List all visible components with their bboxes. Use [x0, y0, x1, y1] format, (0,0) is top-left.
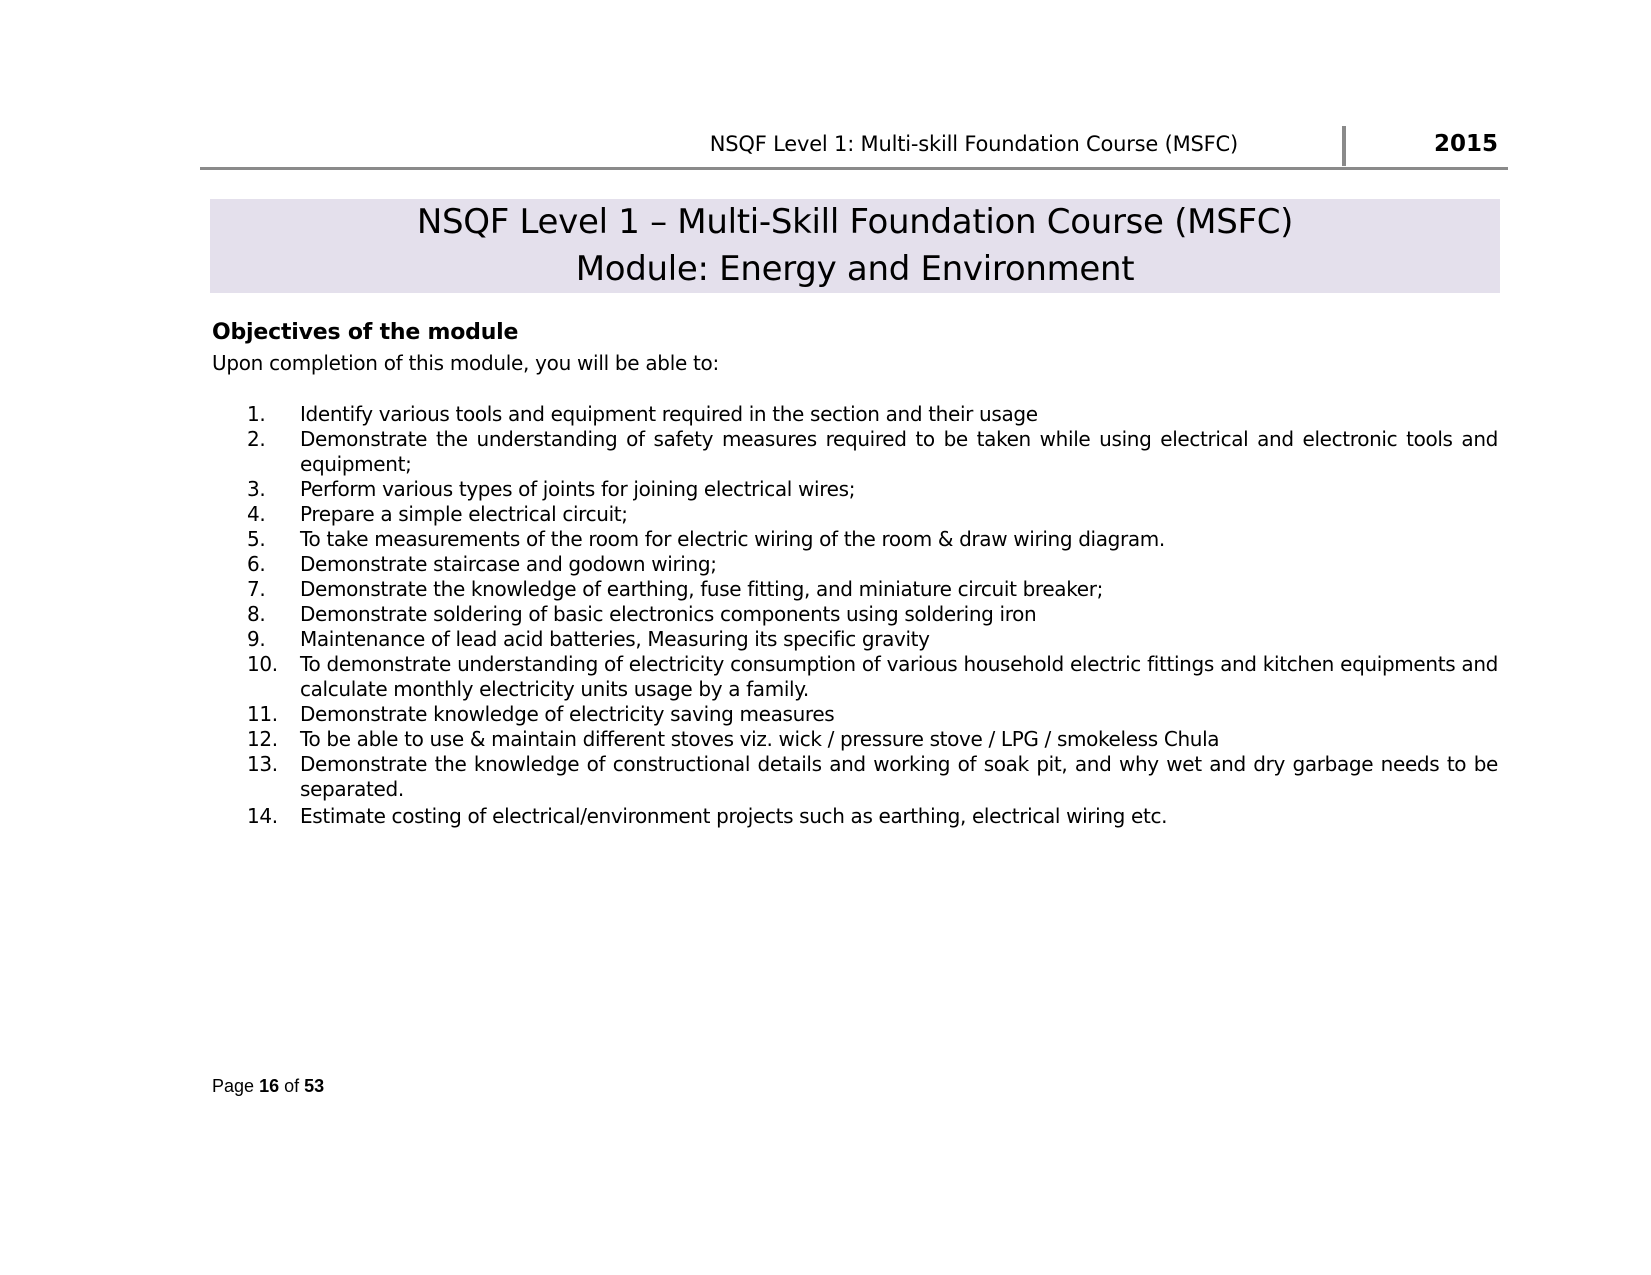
list-item: [240, 602, 1498, 627]
banner-module-title: Module: Energy and Environment: [575, 249, 1135, 289]
list-item-text: Estimate costing of electrical/environment projects such as earthing, electrical wiring etc.: [300, 804, 1168, 828]
header-year: 2015: [1433, 131, 1498, 157]
header-separator: [1342, 126, 1346, 166]
list-item-number: 4.: [247, 502, 266, 526]
footer-page-total: 53: [304, 1076, 325, 1096]
list-item-text: Prepare a simple electrical circuit;: [300, 502, 628, 526]
banner-course-title: NSQF Level 1 – Multi-Skill Foundation Course (MSFC): [416, 202, 1294, 242]
footer-page-word: Page: [212, 1076, 255, 1096]
footer-of-word: of: [284, 1076, 300, 1096]
page-header: [200, 122, 1508, 168]
list-item: [240, 527, 1498, 552]
list-item: [240, 727, 1498, 752]
list-item: [240, 402, 1498, 427]
footer-page-current: 16: [259, 1076, 280, 1096]
header-rule: [200, 167, 1508, 170]
list-item: [240, 552, 1498, 577]
list-item-text: To take measurements of the room for electric wiring of the room & draw wiring diagram.: [300, 527, 1165, 551]
list-item-number: 7.: [247, 577, 266, 601]
list-item-number: 6.: [247, 552, 266, 576]
list-item: [240, 804, 1498, 829]
objectives-intro: Upon completion of this module, you will be able to:: [212, 351, 719, 375]
list-item-number: 13.: [247, 752, 278, 776]
list-item: [240, 652, 1498, 702]
list-item-number: 11.: [247, 702, 278, 726]
list-item-text: Maintenance of lead acid batteries, Measuring its specific gravity: [300, 627, 930, 651]
title-banner: [210, 199, 1500, 293]
list-item-text: To be able to use & maintain different stoves viz. wick / pressure stove / LPG / smokeless Chula: [300, 727, 1220, 751]
list-item-number: 3.: [247, 477, 266, 501]
list-item-text: Demonstrate knowledge of electricity saving measures: [300, 702, 835, 726]
objectives-heading: Objectives of the module: [212, 320, 519, 345]
list-item-number: 5.: [247, 527, 266, 551]
list-item-text: Demonstrate the understanding of safety measures required to be taken while using electrical and electronic tools and equipment;: [300, 427, 1498, 476]
list-item-number: 1.: [247, 402, 266, 426]
objectives-list: [240, 402, 1498, 829]
list-item: [240, 427, 1498, 477]
list-item: [240, 627, 1498, 652]
list-item-text: Demonstrate soldering of basic electronics components using soldering iron: [300, 602, 1037, 626]
list-item-number: 10.: [247, 652, 278, 676]
list-item-text: Demonstrate the knowledge of earthing, fuse fitting, and miniature circuit breaker;: [300, 577, 1103, 601]
list-item-number: 14.: [247, 804, 278, 828]
page-footer: [212, 1076, 324, 1097]
list-item: [240, 702, 1498, 727]
list-item-number: 9.: [247, 627, 266, 651]
list-item-number: 8.: [247, 602, 266, 626]
header-title: NSQF Level 1: Multi-skill Foundation Course (MSFC): [709, 132, 1238, 156]
list-item: [240, 752, 1498, 802]
list-item: [240, 577, 1498, 602]
list-item: [240, 477, 1498, 502]
list-item-number: 2.: [247, 427, 266, 451]
list-item: [240, 502, 1498, 527]
list-item-text: Perform various types of joints for joining electrical wires;: [300, 477, 856, 501]
list-item-text: To demonstrate understanding of electricity consumption of various household electric fittings and kitchen equipments and calculate monthly electricity units usage by a family.: [300, 652, 1498, 701]
list-item-text: Demonstrate staircase and godown wiring;: [300, 552, 717, 576]
list-item-text: Identify various tools and equipment required in the section and their usage: [300, 402, 1038, 426]
list-item-number: 12.: [247, 727, 278, 751]
list-item-text: Demonstrate the knowledge of constructional details and working of soak pit, and why wet and dry garbage needs to be separated.: [300, 752, 1498, 801]
